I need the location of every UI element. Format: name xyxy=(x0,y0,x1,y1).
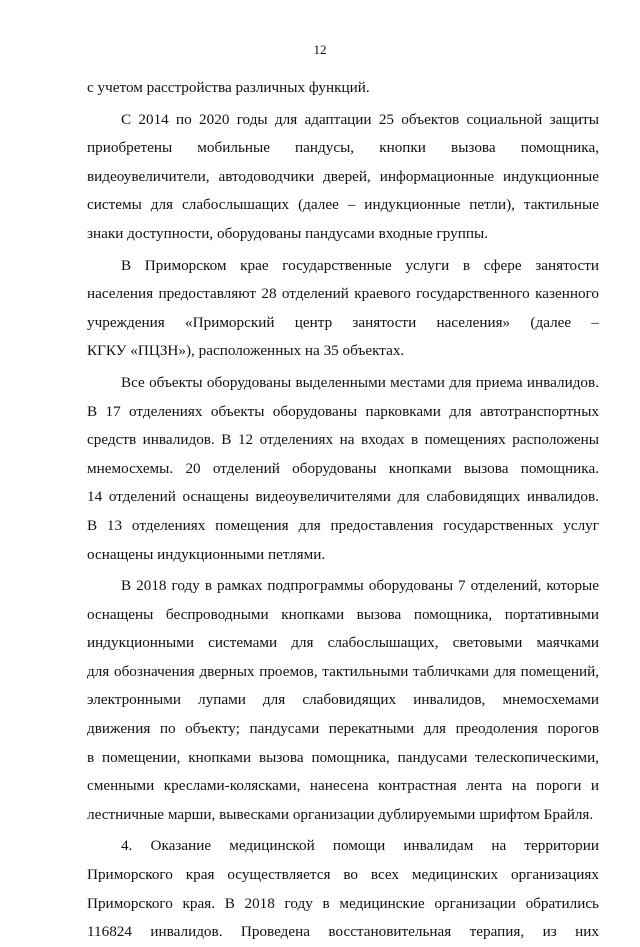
text-line: КГКУ «ПЦЗН»), расположенных на 35 объектах. xyxy=(87,342,405,360)
text-line: средств инвалидов. В 12 отделениях на входах в помещениях расположены xyxy=(87,431,599,449)
text-line: Приморского края. В 2018 году в медицинские организации обратились xyxy=(87,894,599,912)
text-line: мнемосхемы. 20 отделений оборудованы кнопками вызова помощника. xyxy=(87,459,599,477)
text-line: видеоувеличители, автодоводчики дверей, информационные индукционные xyxy=(87,167,599,185)
text-line: индукционными системами для слабослышащих, световыми маячками xyxy=(87,634,599,652)
text-line: В 17 отделениях объекты оборудованы парковками для автотранспортных xyxy=(87,402,599,420)
text-line: приобретены мобильные пандусы, кнопки вызова помощника, xyxy=(87,139,599,157)
text-line: С 2014 по 2020 годы для адаптации 25 объектов социальной защиты xyxy=(121,110,599,128)
text-line: В Приморском крае государственные услуги в сфере занятости xyxy=(121,256,599,274)
text-line: оснащены индукционными петлями. xyxy=(87,545,326,563)
text-line: системы для слабослышащих (далее – индукционные петли), тактильные xyxy=(87,196,599,214)
text-line: 14 отделений оснащены видеоувеличителями для слабовидящих инвалидов. xyxy=(87,488,599,506)
text-line: Все объекты оборудованы выделенными местами для приема инвалидов. xyxy=(121,373,599,391)
text-line: учреждения «Приморский центр занятости населения» (далее – xyxy=(87,313,599,331)
text-line: с учетом расстройства различных функций. xyxy=(87,79,370,96)
page-number: 12 xyxy=(313,42,327,57)
text-line: В 2018 году в рамках подпрограммы оборудованы 7 отделений, которые xyxy=(121,577,599,595)
text-line: В 13 отделениях помещения для предоставления государственных услуг xyxy=(87,516,599,534)
text-line: населения предоставляют 28 отделений краевого государственного казенного xyxy=(87,285,599,303)
text-line: знаки доступности, оборудованы пандусами входные группы. xyxy=(87,224,489,242)
text-line: оснащены беспроводными кнопками вызова помощника, портативными xyxy=(87,605,599,623)
text-line: электронными лупами для слабовидящих инвалидов, мнемосхемами xyxy=(87,691,599,709)
text-line: для обозначения дверных проемов, тактильными табличками для помещений, xyxy=(87,662,599,680)
text-line: 4. Оказание медицинской помощи инвалидам на территории xyxy=(121,837,599,855)
text-line: движения по объекту; пандусами перекатными для преодоления порогов xyxy=(87,720,599,738)
text-line: сменными креслами-колясками, нанесена контрастная лента на пороги и xyxy=(87,777,599,795)
text-line: 116824 инвалидов. Проведена восстановительная терапия, из них xyxy=(87,923,599,941)
text-line: Приморского края осуществляется во всех медицинских организациях xyxy=(87,866,599,884)
document-body xyxy=(87,74,599,947)
text-line: в помещении, кнопками вызова помощника, пандусами телескопическими, xyxy=(87,748,599,766)
text-line: лестничные марши, вывесками организации дублируемыми шрифтом Брайля. xyxy=(87,805,594,823)
